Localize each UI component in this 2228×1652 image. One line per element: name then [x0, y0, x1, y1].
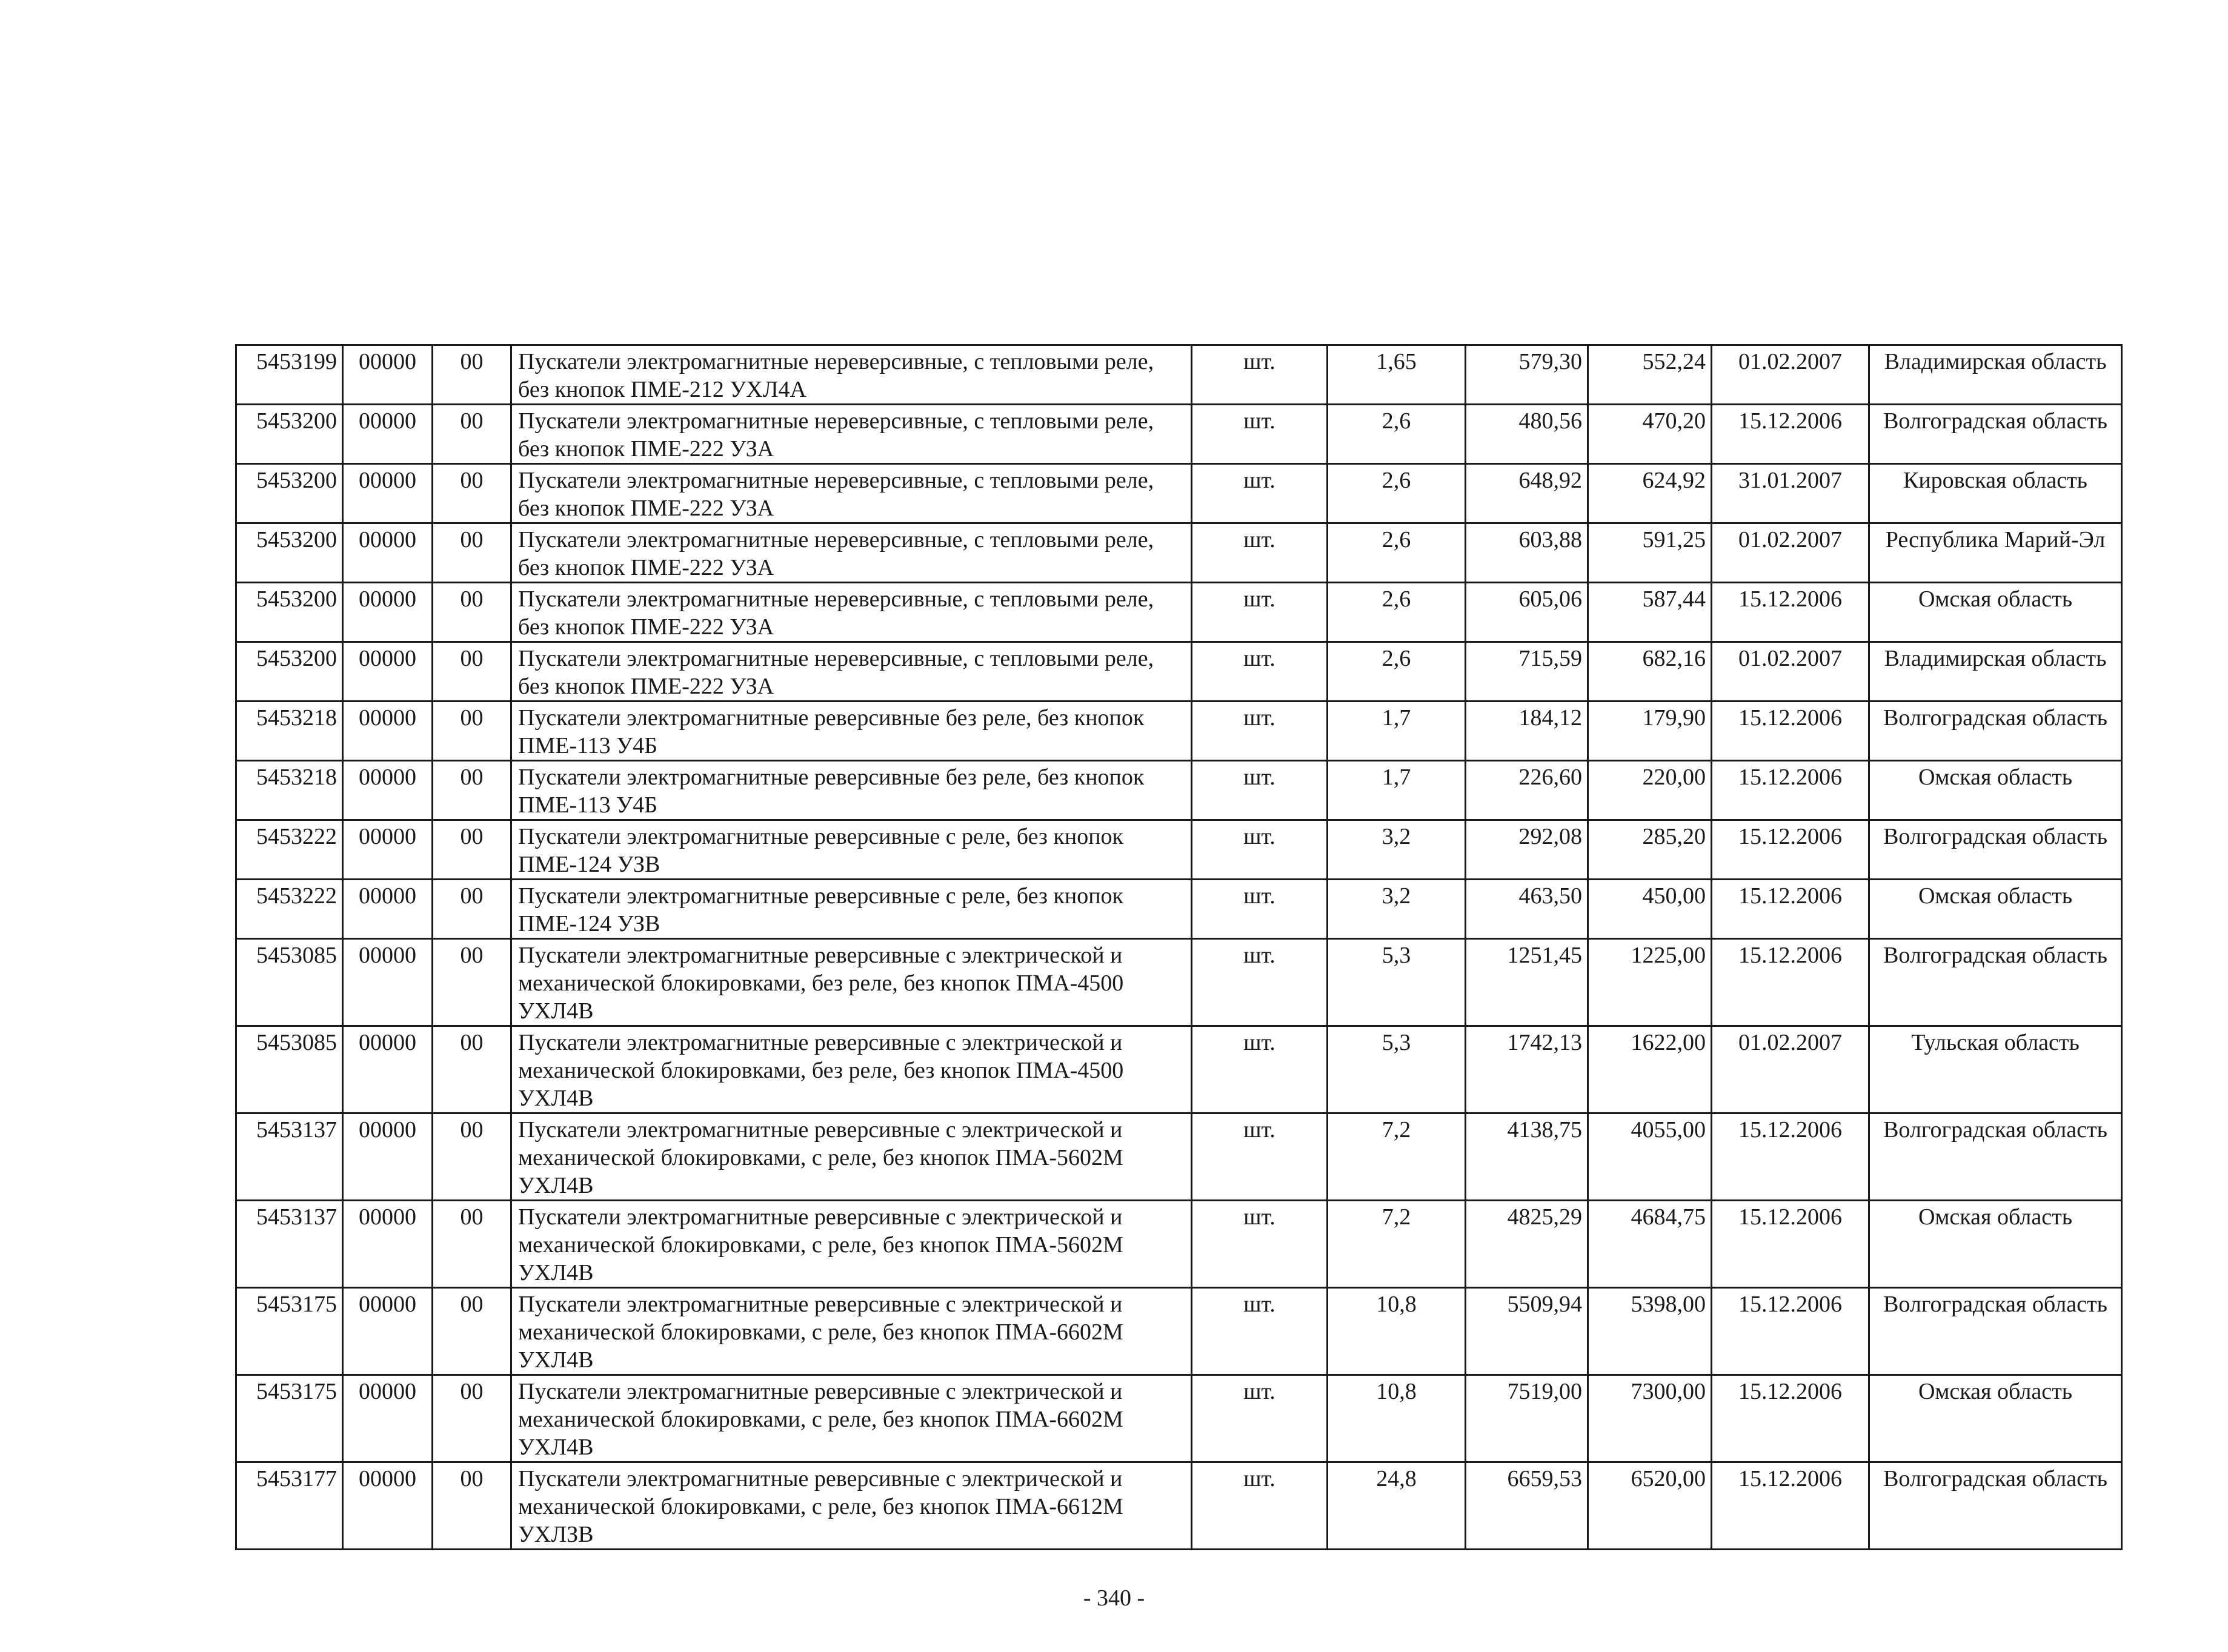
weight-cell: 2,6	[1328, 464, 1466, 523]
subcode-2-cell: 00	[433, 880, 511, 939]
subcode-cell: 00000	[343, 1113, 433, 1201]
date-cell: 15.12.2006	[1712, 1462, 1869, 1550]
price-vat-cell: 463,50	[1466, 880, 1588, 939]
weight-cell: 7,2	[1328, 1201, 1466, 1288]
unit-cell: шт.	[1192, 1288, 1328, 1375]
weight-cell: 3,2	[1328, 820, 1466, 880]
date-cell: 15.12.2006	[1712, 1375, 1869, 1462]
region-cell: Волгоградская область	[1869, 405, 2122, 464]
weight-cell: 5,3	[1328, 939, 1466, 1026]
item-code-cell: 5453200	[236, 642, 343, 702]
subcode-cell: 00000	[343, 523, 433, 583]
subcode-cell: 00000	[343, 1462, 433, 1550]
subcode-2-cell: 00	[433, 523, 511, 583]
unit-cell: шт.	[1192, 1026, 1328, 1113]
item-code-cell: 5453218	[236, 761, 343, 820]
price-vat-cell: 226,60	[1466, 761, 1588, 820]
region-cell: Республика Марий-Эл	[1869, 523, 2122, 583]
table-row	[236, 702, 2122, 761]
subcode-cell: 00000	[343, 761, 433, 820]
price-cell: 587,44	[1588, 583, 1712, 642]
price-cell: 591,25	[1588, 523, 1712, 583]
region-cell: Кировская область	[1869, 464, 2122, 523]
subcode-cell: 00000	[343, 1288, 433, 1375]
subcode-2-cell: 00	[433, 1201, 511, 1288]
item-name-cell: Пускатели электромагнитные нереверсивные, с тепловыми реле, без кнопок ПМЕ-222 УЗА	[511, 583, 1192, 642]
table-row	[236, 1462, 2122, 1550]
item-code-cell: 5453222	[236, 820, 343, 880]
price-vat-cell: 1251,45	[1466, 939, 1588, 1026]
price-vat-cell: 292,08	[1466, 820, 1588, 880]
item-name-cell: Пускатели электромагнитные нереверсивные, с тепловыми реле, без кнопок ПМЕ-222 УЗА	[511, 523, 1192, 583]
price-vat-cell: 603,88	[1466, 523, 1588, 583]
subcode-2-cell: 00	[433, 1113, 511, 1201]
item-code-cell: 5453175	[236, 1288, 343, 1375]
table-row	[236, 642, 2122, 702]
region-cell: Омская область	[1869, 880, 2122, 939]
item-name-cell: Пускатели электромагнитные реверсивные без реле, без кнопок ПМЕ-113 У4Б	[511, 761, 1192, 820]
item-name-cell: Пускатели электромагнитные реверсивные с электрической и механической блокировками, с реле, без кнопок ПМА-5602М УХЛ4В	[511, 1201, 1192, 1288]
table-row	[236, 1113, 2122, 1201]
subcode-2-cell: 00	[433, 345, 511, 405]
table-row	[236, 1026, 2122, 1113]
subcode-cell: 00000	[343, 642, 433, 702]
date-cell: 15.12.2006	[1712, 1201, 1869, 1288]
subcode-2-cell: 00	[433, 939, 511, 1026]
item-name-cell: Пускатели электромагнитные нереверсивные, с тепловыми реле, без кнопок ПМЕ-222 УЗА	[511, 642, 1192, 702]
price-vat-cell: 1742,13	[1466, 1026, 1588, 1113]
subcode-2-cell: 00	[433, 761, 511, 820]
price-vat-cell: 648,92	[1466, 464, 1588, 523]
date-cell: 01.02.2007	[1712, 1026, 1869, 1113]
weight-cell: 2,6	[1328, 583, 1466, 642]
unit-cell: шт.	[1192, 939, 1328, 1026]
unit-cell: шт.	[1192, 702, 1328, 761]
subcode-cell: 00000	[343, 583, 433, 642]
date-cell: 15.12.2006	[1712, 583, 1869, 642]
table-body	[236, 345, 2122, 1550]
region-cell: Волгоградская область	[1869, 1113, 2122, 1201]
price-cell: 220,00	[1588, 761, 1712, 820]
weight-cell: 1,7	[1328, 702, 1466, 761]
unit-cell: шт.	[1192, 583, 1328, 642]
unit-cell: шт.	[1192, 345, 1328, 405]
subcode-2-cell: 00	[433, 642, 511, 702]
item-name-cell: Пускатели электромагнитные нереверсивные, с тепловыми реле, без кнопок ПМЕ-222 УЗА	[511, 405, 1192, 464]
price-vat-cell: 6659,53	[1466, 1462, 1588, 1550]
item-name-cell: Пускатели электромагнитные реверсивные с электрической и механической блокировками, с реле, без кнопок ПМА-6602М УХЛ4В	[511, 1288, 1192, 1375]
item-code-cell: 5453222	[236, 880, 343, 939]
table-row	[236, 1201, 2122, 1288]
table-row	[236, 1288, 2122, 1375]
item-code-cell: 5453200	[236, 583, 343, 642]
weight-cell: 10,8	[1328, 1288, 1466, 1375]
weight-cell: 24,8	[1328, 1462, 1466, 1550]
region-cell: Волгоградская область	[1869, 1462, 2122, 1550]
weight-cell: 2,6	[1328, 405, 1466, 464]
unit-cell: шт.	[1192, 1113, 1328, 1201]
price-vat-cell: 5509,94	[1466, 1288, 1588, 1375]
unit-cell: шт.	[1192, 1201, 1328, 1288]
table-row	[236, 345, 2122, 405]
price-cell: 1225,00	[1588, 939, 1712, 1026]
date-cell: 01.02.2007	[1712, 345, 1869, 405]
date-cell: 15.12.2006	[1712, 820, 1869, 880]
region-cell: Владимирская область	[1869, 345, 2122, 405]
unit-cell: шт.	[1192, 405, 1328, 464]
region-cell: Омская область	[1869, 1201, 2122, 1288]
table-row	[236, 523, 2122, 583]
price-cell: 470,20	[1588, 405, 1712, 464]
price-cell: 7300,00	[1588, 1375, 1712, 1462]
item-code-cell: 5453137	[236, 1113, 343, 1201]
unit-cell: шт.	[1192, 523, 1328, 583]
unit-cell: шт.	[1192, 1375, 1328, 1462]
item-name-cell: Пускатели электромагнитные реверсивные с реле, без кнопок ПМЕ-124 УЗВ	[511, 820, 1192, 880]
subcode-2-cell: 00	[433, 1462, 511, 1550]
item-code-cell: 5453085	[236, 1026, 343, 1113]
item-code-cell: 5453200	[236, 523, 343, 583]
item-code-cell: 5453137	[236, 1201, 343, 1288]
item-code-cell: 5453199	[236, 345, 343, 405]
date-cell: 15.12.2006	[1712, 702, 1869, 761]
table-row	[236, 583, 2122, 642]
price-cell: 6520,00	[1588, 1462, 1712, 1550]
price-vat-cell: 715,59	[1466, 642, 1588, 702]
subcode-2-cell: 00	[433, 583, 511, 642]
subcode-cell: 00000	[343, 820, 433, 880]
table-row	[236, 464, 2122, 523]
table-row	[236, 939, 2122, 1026]
table-row	[236, 761, 2122, 820]
unit-cell: шт.	[1192, 880, 1328, 939]
subcode-cell: 00000	[343, 345, 433, 405]
table-row	[236, 1375, 2122, 1462]
table-row	[236, 405, 2122, 464]
item-code-cell: 5453177	[236, 1462, 343, 1550]
region-cell: Омская область	[1869, 583, 2122, 642]
item-code-cell: 5453085	[236, 939, 343, 1026]
price-table	[235, 344, 2123, 1550]
weight-cell: 1,7	[1328, 761, 1466, 820]
weight-cell: 3,2	[1328, 880, 1466, 939]
date-cell: 01.02.2007	[1712, 523, 1869, 583]
subcode-2-cell: 00	[433, 1288, 511, 1375]
unit-cell: шт.	[1192, 820, 1328, 880]
subcode-2-cell: 00	[433, 1375, 511, 1462]
weight-cell: 7,2	[1328, 1113, 1466, 1201]
price-cell: 179,90	[1588, 702, 1712, 761]
subcode-2-cell: 00	[433, 405, 511, 464]
price-vat-cell: 4825,29	[1466, 1201, 1588, 1288]
weight-cell: 5,3	[1328, 1026, 1466, 1113]
item-name-cell: Пускатели электромагнитные реверсивные с электрической и механической блокировками, с реле, без кнопок ПМА-6602М УХЛ4В	[511, 1375, 1192, 1462]
region-cell: Волгоградская область	[1869, 939, 2122, 1026]
region-cell: Волгоградская область	[1869, 1288, 2122, 1375]
subcode-cell: 00000	[343, 702, 433, 761]
price-cell: 4684,75	[1588, 1201, 1712, 1288]
subcode-cell: 00000	[343, 1375, 433, 1462]
date-cell: 31.01.2007	[1712, 464, 1869, 523]
region-cell: Владимирская область	[1869, 642, 2122, 702]
table-row	[236, 820, 2122, 880]
item-name-cell: Пускатели электромагнитные реверсивные с реле, без кнопок ПМЕ-124 УЗВ	[511, 880, 1192, 939]
unit-cell: шт.	[1192, 761, 1328, 820]
price-cell: 5398,00	[1588, 1288, 1712, 1375]
item-code-cell: 5453200	[236, 464, 343, 523]
item-code-cell: 5453175	[236, 1375, 343, 1462]
item-name-cell: Пускатели электромагнитные реверсивные с электрической и механической блокировками, с реле, без кнопок ПМА-5602М УХЛ4В	[511, 1113, 1192, 1201]
region-cell: Омская область	[1869, 1375, 2122, 1462]
date-cell: 15.12.2006	[1712, 880, 1869, 939]
date-cell: 15.12.2006	[1712, 1113, 1869, 1201]
item-name-cell: Пускатели электромагнитные реверсивные с электрической и механической блокировками, без реле, без кнопок ПМА-4500 УХЛ4В	[511, 939, 1192, 1026]
date-cell: 15.12.2006	[1712, 405, 1869, 464]
subcode-cell: 00000	[343, 405, 433, 464]
price-cell: 1622,00	[1588, 1026, 1712, 1113]
item-code-cell: 5453200	[236, 405, 343, 464]
price-vat-cell: 4138,75	[1466, 1113, 1588, 1201]
price-cell: 4055,00	[1588, 1113, 1712, 1201]
weight-cell: 10,8	[1328, 1375, 1466, 1462]
price-vat-cell: 605,06	[1466, 583, 1588, 642]
weight-cell: 1,65	[1328, 345, 1466, 405]
subcode-2-cell: 00	[433, 1026, 511, 1113]
date-cell: 15.12.2006	[1712, 1288, 1869, 1375]
region-cell: Омская область	[1869, 761, 2122, 820]
subcode-2-cell: 00	[433, 464, 511, 523]
region-cell: Волгоградская область	[1869, 702, 2122, 761]
page-number: - 340 -	[1083, 1585, 1145, 1611]
price-cell: 682,16	[1588, 642, 1712, 702]
item-name-cell: Пускатели электромагнитные реверсивные без реле, без кнопок ПМЕ-113 У4Б	[511, 702, 1192, 761]
date-cell: 01.02.2007	[1712, 642, 1869, 702]
subcode-cell: 00000	[343, 464, 433, 523]
region-cell: Тульская область	[1869, 1026, 2122, 1113]
price-vat-cell: 184,12	[1466, 702, 1588, 761]
price-cell: 624,92	[1588, 464, 1712, 523]
subcode-cell: 00000	[343, 1201, 433, 1288]
unit-cell: шт.	[1192, 1462, 1328, 1550]
table-row	[236, 880, 2122, 939]
price-cell: 285,20	[1588, 820, 1712, 880]
date-cell: 15.12.2006	[1712, 761, 1869, 820]
item-name-cell: Пускатели электромагнитные реверсивные с электрической и механической блокировками, с реле, без кнопок ПМА-6612М УХЛЗВ	[511, 1462, 1192, 1550]
price-vat-cell: 480,56	[1466, 405, 1588, 464]
unit-cell: шт.	[1192, 464, 1328, 523]
item-code-cell: 5453218	[236, 702, 343, 761]
subcode-2-cell: 00	[433, 820, 511, 880]
price-vat-cell: 7519,00	[1466, 1375, 1588, 1462]
weight-cell: 2,6	[1328, 523, 1466, 583]
subcode-cell: 00000	[343, 880, 433, 939]
item-name-cell: Пускатели электромагнитные реверсивные с электрической и механической блокировками, без реле, без кнопок ПМА-4500 УХЛ4В	[511, 1026, 1192, 1113]
unit-cell: шт.	[1192, 642, 1328, 702]
price-cell: 450,00	[1588, 880, 1712, 939]
price-cell: 552,24	[1588, 345, 1712, 405]
date-cell: 15.12.2006	[1712, 939, 1869, 1026]
subcode-cell: 00000	[343, 1026, 433, 1113]
item-name-cell: Пускатели электромагнитные нереверсивные, с тепловыми реле, без кнопок ПМЕ-222 УЗА	[511, 464, 1192, 523]
price-vat-cell: 579,30	[1466, 345, 1588, 405]
item-name-cell: Пускатели электромагнитные нереверсивные, с тепловыми реле, без кнопок ПМЕ-212 УХЛ4А	[511, 345, 1192, 405]
weight-cell: 2,6	[1328, 642, 1466, 702]
subcode-2-cell: 00	[433, 702, 511, 761]
region-cell: Волгоградская область	[1869, 820, 2122, 880]
subcode-cell: 00000	[343, 939, 433, 1026]
